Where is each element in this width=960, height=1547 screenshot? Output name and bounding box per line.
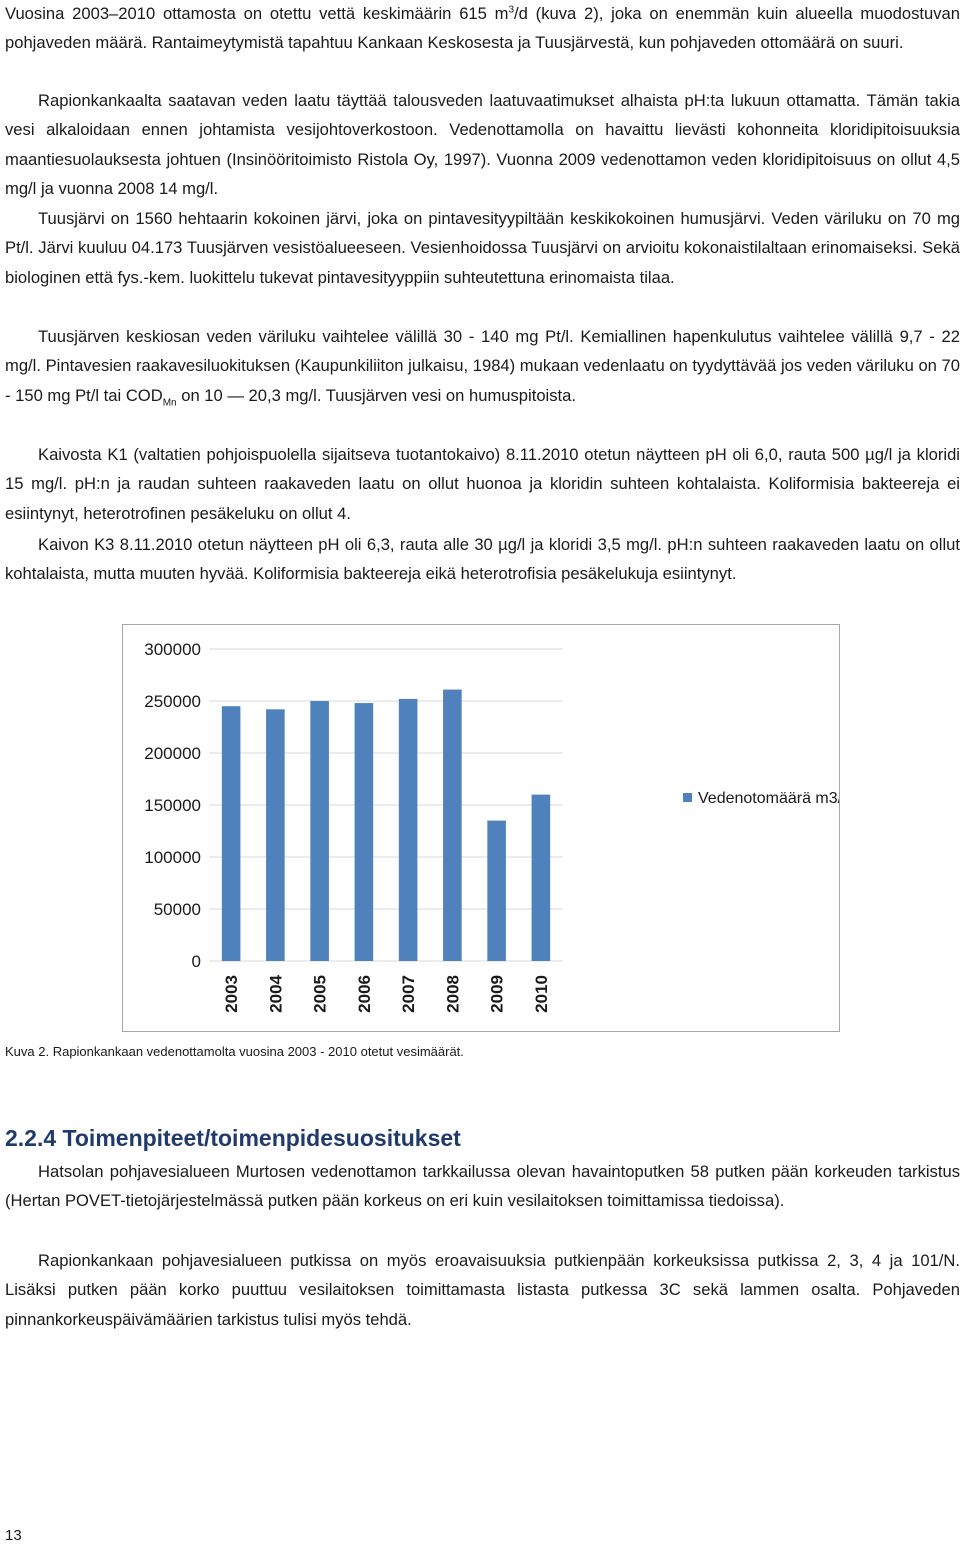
- figure-caption: Kuva 2. Rapionkankaan vedenottamolta vuosina 2003 - 2010 otetut vesimäärät.: [5, 1044, 464, 1059]
- x-tick-label: 2005: [310, 975, 330, 1013]
- intro-paragraph-4: Tuusjärven keskiosan veden väriluku vaihtelee välillä 30 - 140 mg Pt/l. Kemiallinen hapenkulutus vaihtelee välillä 9,7 - 22 mg/l. Pintavesien raakavesiluokituksen (Kaupunkiliiton julkaisu, 1984) mukaan vedenlaatu on tyydyttävää jos veden väriluku on 70 - 150 mg Pt/l tai $COD_{Mn}$ on 10 — 20,3 mg/l. Tuusjärven vesi on humuspitoista.: [5, 327, 960, 408]
- section-heading: 2.2.4 Toimenpiteet/toimenpidesuositukset: [5, 1125, 461, 1151]
- x-axis-ticks: [222, 974, 551, 1012]
- bar-2005: [310, 701, 329, 961]
- intro-paragraph-2: Rapionkankaalta saatavan veden laatu täyttää talousveden laatuvaatimukset alhaista pH:ta lukuun ottamatta. Tämän takia vesi alkaloidaan ennen johtamista vesijohtoverkostoon. Vedenottamolla on havaittu lievästi kohonneita kloridipitoisuuksia maantiesuolauksesta johtuen (Insinööritoimisto Ristola Oy, 1997). Vuonna 2009 vedenottamon veden kloridipitoisuus on ollut 4,5 mg/l ja vuonna 2008 14 mg/l.: [5, 91, 960, 198]
- legend-label: Vedenotomäärä m3/a: [698, 790, 839, 807]
- bar-chart-svg: [123, 625, 839, 1031]
- y-tick-label: 300000: [144, 640, 201, 659]
- section-paragraph-2: Rapionkankaan pohjavesialueen putkissa on myös eroavaisuuksia putkienpään korkeuksissa putkissa 2, 3, 4 ja 101/N. Lisäksi putken pään korko puuttuu vesilaitoksen toimittamasta listasta putkessa 3C sekä lammen osalta. Pohjaveden pinnankorkeuspäivämäärien tarkistus tulisi myös tehdä.: [5, 1251, 960, 1329]
- y-axis-ticks: [144, 640, 201, 971]
- page-number: 13: [5, 1527, 22, 1544]
- bar-2009: [487, 821, 506, 961]
- x-tick-label: 2004: [266, 975, 286, 1013]
- x-tick-label: 2007: [399, 975, 419, 1013]
- y-tick-label: 150000: [144, 796, 201, 815]
- x-tick-label: 2006: [354, 975, 374, 1013]
- intro-paragraph-6: Kaivon K3 8.11.2010 otetun näytteen pH oli 6,3, rauta alle 30 µg/l ja kloridi 3,5 mg/l. pH:n suhteen raakaveden laatu on ollut kohtalaista, mutta muuten hyvää. Koliformisia bakteereja eikä heterotrofisia pesäkelukuja esiintynyt.: [5, 535, 960, 584]
- bar-2010: [532, 795, 551, 961]
- legend-swatch: [683, 793, 692, 802]
- intro-paragraph-1: Vuosina 2003–2010 ottamosta on otettu vettä keskimäärin 615 $m^3/d$ (kuva 2), joka on enemmän kuin alueella muodostuvan pohjaveden määrä. Rantaimeytymistä tapahtuu Kankaan Keskosesta ja Tuusjärvestä, kun pohjaveden ottomäärä on suuri.: [5, 4, 960, 53]
- x-tick-label: 2009: [487, 975, 507, 1013]
- y-tick-label: 50000: [153, 900, 201, 919]
- y-tick-label: 250000: [144, 692, 201, 711]
- x-tick-label: 2010: [531, 975, 551, 1013]
- bar-2006: [355, 703, 374, 961]
- bar-2008: [443, 690, 462, 961]
- x-tick-label: 2008: [443, 975, 463, 1013]
- bar-2007: [399, 699, 418, 961]
- chart-bars: [222, 690, 550, 961]
- chart-legend: [683, 790, 839, 807]
- bar-2004: [266, 709, 285, 961]
- y-tick-label: 200000: [144, 744, 201, 763]
- intro-paragraph-5: Kaivosta K1 (valtatien pohjoispuolella sijaitseva tuotantokaivo) 8.11.2010 otetun näytteen pH oli 6,0, rauta 500 µg/l ja kloridi 15 mg/l. pH:n ja raudan suhteen raakaveden laatu on ollut huonoa ja kloridin suhteen kohtalaista. Koliformisia bakteereja ei esiintynyt, heterotrofinen pesäkeluku on ollut 4.: [5, 445, 960, 523]
- chart-gridlines: [209, 649, 563, 961]
- bar-2003: [222, 706, 241, 961]
- water-intake-chart: [122, 624, 840, 1032]
- y-tick-label: 100000: [144, 848, 201, 867]
- x-tick-label: 2003: [222, 975, 242, 1013]
- y-tick-label: 0: [191, 952, 201, 971]
- intro-paragraph-3: Tuusjärvi on 1560 hehtaarin kokoinen järvi, joka on pintavesityypiltään keskikokoinen humusjärvi. Veden väriluku on 70 mg Pt/l. Järvi kuuluu 04.173 Tuusjärven vesistöalueeseen. Vesienhoidossa Tuusjärvi on arvioitu kokonaistilaltaan erinomaiseksi. Sekä biologinen että fys.-kem. luokittelu tukevat pintavesityyppiin suhteutettuna erinomaista tilaa.: [5, 209, 960, 287]
- section-paragraph-1: Hatsolan pohjavesialueen Murtosen vedenottamon tarkkailussa olevan havaintoputken 58 putken pään korkeuden tarkistus (Hertan POVET-tietojärjestelmässä putken pään korkeus on eri kuin vesilaitoksen toimittamissa tiedoissa).: [5, 1162, 960, 1211]
